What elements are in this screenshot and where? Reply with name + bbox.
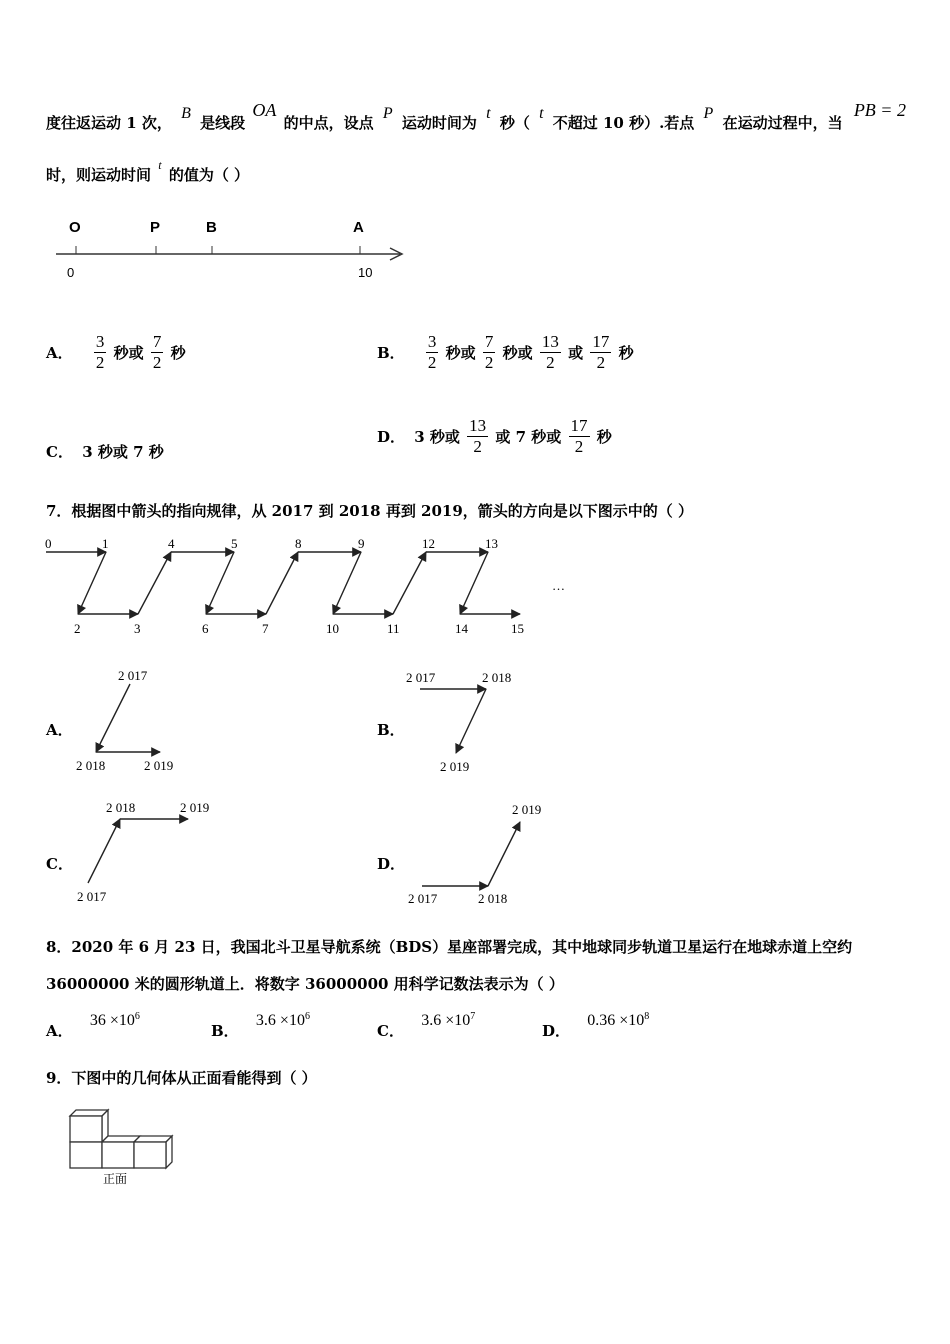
label-b: B	[206, 219, 217, 236]
var-p-2: P	[703, 104, 714, 122]
ellipsis: …	[552, 578, 565, 593]
cube-front	[70, 1142, 102, 1168]
sci-notation: $36 \times 10^6$	[89, 1010, 140, 1030]
seq-label: 11	[387, 621, 400, 636]
seq-label: 9	[358, 536, 365, 551]
seq-label: 13	[485, 536, 498, 551]
q7-option-c-figure[interactable]	[72, 797, 232, 912]
seq-label: 5	[231, 536, 238, 551]
fraction: $\frac{3}{2}$	[427, 332, 437, 372]
q7-option-b-figure[interactable]	[400, 665, 540, 780]
fraction: $\frac{13}{2}$	[469, 416, 487, 456]
seq-label: 10	[326, 621, 339, 636]
label-a: A	[353, 219, 364, 236]
tick-label-0: 0	[67, 265, 75, 280]
arrow-sequence-figure	[40, 532, 580, 642]
label-2017: 2 017	[77, 889, 107, 904]
var-p: P	[382, 104, 393, 122]
label-2017: 2 017	[406, 670, 436, 685]
cube-side	[166, 1136, 172, 1168]
q7-option-a-label[interactable]: A．	[46, 721, 73, 739]
sci-notation: $3.6 \times 10^7$	[421, 1010, 476, 1030]
cube-front	[102, 1142, 134, 1168]
label-2018: 2 018	[482, 670, 512, 685]
arrow-7-8	[266, 552, 298, 614]
label-2018: 2 018	[106, 800, 136, 815]
front-label: 正面	[103, 1172, 128, 1186]
arrow-5-6	[206, 552, 234, 614]
var-t-3: t	[158, 158, 162, 172]
seq-label: 7	[262, 621, 269, 636]
q7-option-c-label[interactable]: C．	[46, 855, 73, 873]
var-t-2: t	[539, 104, 544, 122]
cube-front	[134, 1142, 166, 1168]
arrow-9-10	[333, 552, 361, 614]
seq-label: 1	[102, 536, 109, 551]
cube-front	[70, 1116, 102, 1142]
q6-option-b[interactable]: B． $\frac{3}{2}$ 秒或 $\frac{7}{2}$ 秒或 $\frac{13}{2}$ 或 $\frac{17}{2}$ 秒	[377, 332, 634, 372]
fraction: $\frac{17}{2}$	[570, 416, 588, 456]
q9-stem: 9．下图中的几何体从正面看能得到（ ）	[46, 1069, 317, 1087]
fraction: $\frac{3}{2}$	[95, 332, 105, 372]
seq-label: 14	[455, 621, 468, 636]
seq-label: 4	[168, 536, 175, 551]
q8-option-b[interactable]: B． $3.6 \times 10^6$	[211, 1010, 310, 1040]
q7-stem: 7．根据图中箭头的指向规律，从 2017 到 2018 再到 2019，箭头的方向是以下图示中的（ ）	[46, 502, 694, 520]
arrow-11-12	[393, 552, 426, 614]
label-2018: 2 018	[478, 891, 508, 906]
fraction: $\frac{13}{2}$	[541, 332, 559, 372]
var-t: t	[486, 104, 491, 122]
label-p: P	[150, 219, 161, 236]
label-o: O	[69, 219, 81, 236]
seq-label: 0	[45, 536, 52, 551]
q7-option-a-figure[interactable]	[72, 662, 212, 777]
label-2019: 2 019	[180, 800, 210, 815]
q6-option-d[interactable]: D． 3 秒或 $\frac{13}{2}$ 或 7 秒或 $\frac{17}{2}$ 秒	[377, 416, 612, 456]
label-2019: 2 019	[144, 758, 174, 773]
q8-option-c[interactable]: C． $3.6 \times 10^7$	[377, 1010, 476, 1040]
arrow-1-2	[78, 552, 106, 614]
seq-label: 8	[295, 536, 302, 551]
number-line-figure	[50, 212, 420, 287]
label-2019: 2 019	[440, 759, 470, 774]
condition-pb: PB = 2	[853, 100, 906, 120]
q7-option-d-label[interactable]: D．	[377, 855, 406, 873]
arrow-3-4	[138, 552, 171, 614]
seq-label: 12	[422, 536, 435, 551]
fraction: $\frac{7}{2}$	[152, 332, 162, 372]
arrow-2017-2018	[88, 819, 120, 883]
var-b: B	[181, 104, 191, 122]
label-2018: 2 018	[76, 758, 106, 773]
q7-option-b-label[interactable]: B．	[377, 721, 405, 739]
var-oa: OA	[252, 100, 277, 120]
label-2019: 2 019	[512, 802, 542, 817]
arrow-2017-2018	[96, 684, 130, 752]
arrow-13-14	[460, 552, 488, 614]
q6-option-a[interactable]: A． $\frac{3}{2}$ 秒或 $\frac{7}{2}$ 秒	[46, 332, 186, 372]
fraction: $\frac{7}{2}$	[484, 332, 494, 372]
q8-option-d[interactable]: D． $0.36 \times 10^8$	[542, 1010, 650, 1040]
tick-label-10: 10	[358, 265, 373, 280]
q8-stem-line1: 8．2020 年 6 月 23 日，我国北斗卫星导航系统（BDS）星座部署完成，其中地球同步轨道卫星运行在地球赤道上空约	[46, 938, 853, 956]
sci-notation: $0.36 \times 10^8$	[587, 1010, 650, 1030]
arrow-2018-2019	[456, 689, 486, 753]
seq-label: 15	[511, 621, 524, 636]
q8-stem-line2: 36000000 米的圆形轨道上．将数字 36000000 用科学记数法表示为（ ）	[46, 975, 564, 993]
q6-stem-line1: 度往返运动 1 次， B 是线段 OA 的中点，设点 P 运动时间为 t 秒（ t 不超过 10 秒）.若点 P 在运动过程中，当 PB = 2	[46, 100, 906, 132]
fraction: $\frac{17}{2}$	[592, 332, 610, 372]
seq-label: 3	[134, 621, 141, 636]
q6-stem-line2: 时，则运动时间 t 的值为（ ）	[46, 158, 250, 184]
seq-label: 6	[202, 621, 209, 636]
cube-solid-figure	[62, 1104, 182, 1189]
q7-option-d-figure[interactable]	[400, 798, 560, 913]
label-2017: 2 017	[408, 891, 438, 906]
seq-label: 2	[74, 621, 81, 636]
label-2017: 2 017	[118, 668, 148, 683]
arrow-2018-2019	[488, 822, 520, 886]
q6-option-c[interactable]: C． 3 秒或 7 秒	[46, 443, 164, 461]
q8-option-a[interactable]: A． $36 \times 10^6$	[46, 1010, 140, 1040]
sci-notation: $3.6 \times 10^6$	[255, 1010, 310, 1030]
